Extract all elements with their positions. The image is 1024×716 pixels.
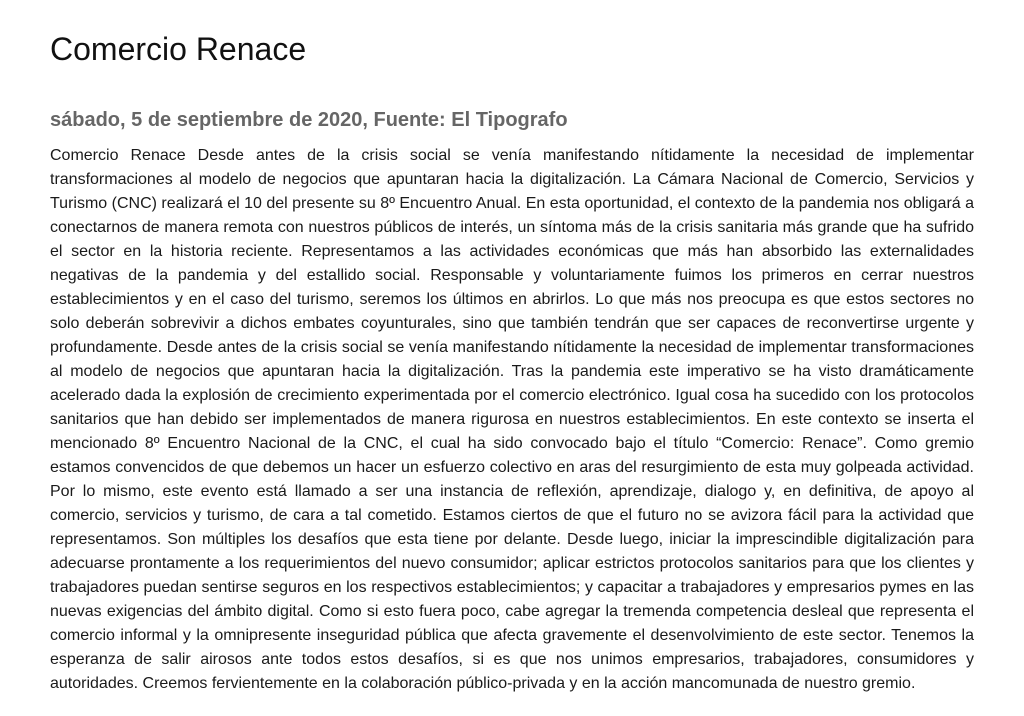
- article: [50, 0, 974, 696]
- article-date-source: sábado, 5 de septiembre de 2020, Fuente: El Tipografo: [50, 109, 568, 131]
- article-body: Comercio Renace Desde antes de la crisis social se venía manifestando nítidamente la necesidad de implementar transformaciones al modelo de negocios que apuntaran hacia la digitalización. La Cámara Nacional de Comercio, Servicios y Turismo (CNC) realizará el 10 del presente su 8º Encuentro Anual. En esta oportunidad, el contexto de la pandemia nos obligará a conectarnos de manera remota con nuestros públicos de interés, un síntoma más de la crisis sanitaria más grande que ha sufrido el sector en la historia reciente. Representamos a las actividades económicas que más han absorbido las externalidades negativas de la pandemia y del estallido social. Responsable y voluntariamente fuimos los primeros en cerrar nuestros establecimientos y en el caso del turismo, seremos los últimos en abrirlos. Lo que más nos preocupa es que estos sectores no solo deberán sobrevivir a dichos embates coyunturales, sino que también tendrán que ser capaces de reconvertirse urgente y profundamente. Desde antes de la crisis social se venía manifestando nítidamente la necesidad de implementar transformaciones al modelo de negocios que apuntaran hacia la digitalización. Tras la pandemia este imperativo se ha visto dramáticamente acelerado dada la explosión de crecimiento experimentada por el comercio electrónico. Igual cosa ha sucedido con los protocolos sanitarios que han debido ser implementados de manera rigurosa en nuestros establecimientos. En este contexto se inserta el mencionado 8º Encuentro Nacional de la CNC, el cual ha sido convocado bajo el título “Comercio: Renace”. Como gremio estamos convencidos de que debemos un hacer un esfuerzo colectivo en aras del resurgimiento de esta muy golpeada actividad. Por lo mismo, este evento está llamado a ser una instancia de reflexión, aprendizaje, dialogo y, en definitiva, de apoyo al comercio, servicios y turismo, de cara a tal cometido. Estamos ciertos de que el futuro no se avizora fácil para la actividad que representamos. Son múltiples los desafíos que esta tiene por delante. Desde luego, iniciar la imprescindible digitalización para adecuarse prontamente a los requerimientos del nuevo consumidor; aplicar estrictos protocolos sanitarios para que los clientes y trabajadores puedan sentirse seguros en los respectivos establecimientos; y capacitar a trabajadores y empresarios pymes en las nuevas exigencias del ámbito digital. Como si esto fuera poco, cabe agregar la tremenda competencia desleal que representa el comercio informal y la omnipresente inseguridad pública que afecta gravemente el desenvolvimiento de este sector. Tenemos la esperanza de salir airosos ante todos estos desafíos, si es que nos unimos empresarios, trabajadores, consumidores y autoridades. Creemos fervientemente en la colaboración público-privada y en la acción mancomunada de nuestro gremio.: [50, 147, 975, 692]
- article-title: Comercio Renace: [50, 31, 307, 67]
